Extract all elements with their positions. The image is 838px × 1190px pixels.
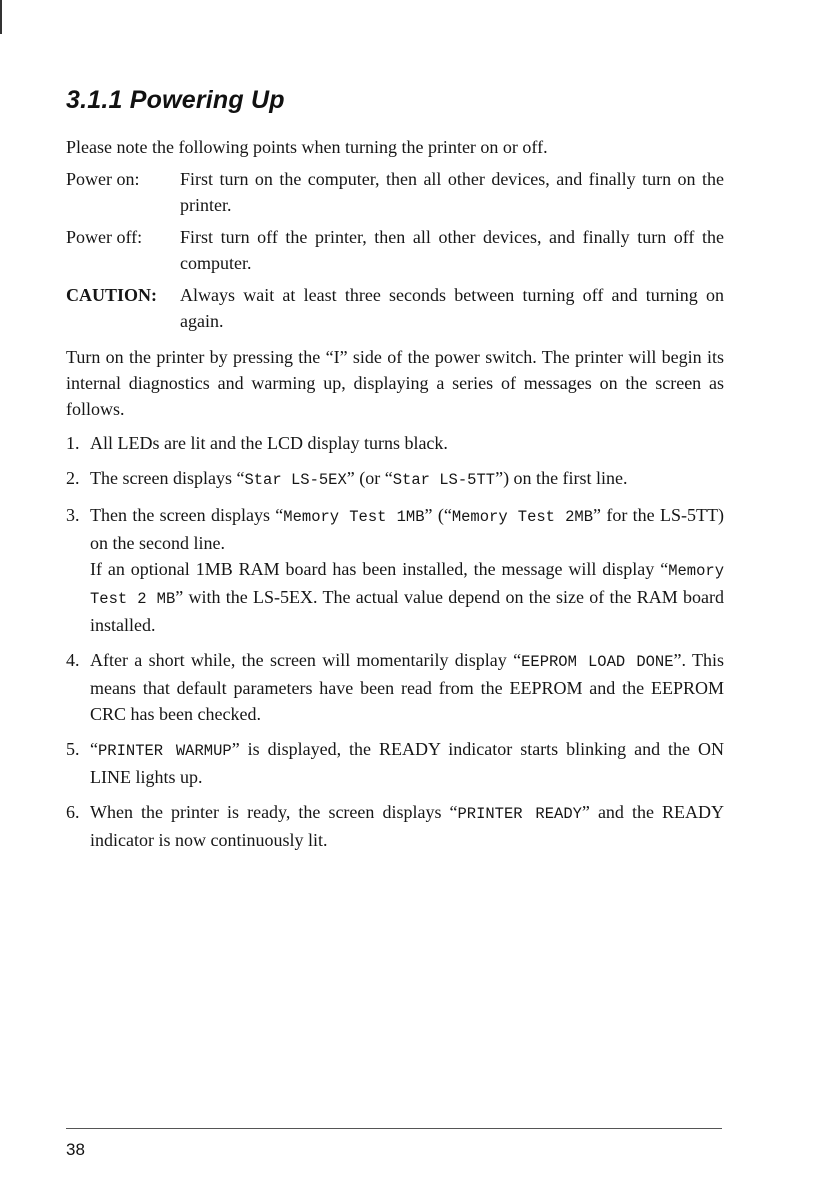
caution-label: CAUTION: <box>66 285 158 305</box>
lcd-message: PRINTER READY <box>457 805 582 823</box>
step-number: 6. <box>66 802 80 822</box>
step-text: After a short while, the screen will momentarily display “EEPROM LOAD DONE”. This means that default parameters have been read from the EEPROM and the EEPROM CRC has been checked. <box>90 650 724 724</box>
startup-steps-list <box>66 430 724 853</box>
footer-rule <box>66 1128 722 1129</box>
list-item <box>66 647 724 727</box>
list-item <box>66 502 724 638</box>
definition-power-off <box>66 224 724 276</box>
definition-term: Power on: <box>66 169 140 189</box>
definition-power-on <box>66 166 724 218</box>
lcd-message: Memory Test 2MB <box>451 508 594 526</box>
lcd-message: Star LS-5TT <box>392 471 496 489</box>
scan-edge-mark <box>0 0 2 34</box>
section-heading <box>66 86 285 115</box>
page-body <box>66 134 724 862</box>
lcd-message: PRINTER WARMUP <box>98 742 232 760</box>
step-text: When the printer is ready, the screen displays “PRINTER READY” and the READY indicator is now continuously lit. <box>90 802 724 850</box>
step-text: The screen displays “Star LS-5EX” (or “Star LS-5TT”) on the first line. <box>90 468 628 489</box>
list-item <box>66 736 724 790</box>
definition-description: First turn off the printer, then all other devices, and finally turn off the computer. <box>180 227 724 273</box>
section-number: 3.1.1 <box>66 86 123 114</box>
list-item <box>66 465 724 493</box>
step-number: 1. <box>66 433 80 453</box>
step-text: All LEDs are lit and the LCD display turns black. <box>90 433 448 453</box>
step-number: 5. <box>66 739 80 759</box>
step-number: 4. <box>66 650 80 670</box>
lcd-message: EEPROM LOAD DONE <box>521 653 674 671</box>
step-text: “PRINTER WARMUP” is displayed, the READY indicator starts blinking and the ON LINE lights up. <box>90 739 724 787</box>
caution-text: Always wait at least three seconds between turning off and turning on again. <box>180 285 724 331</box>
step-number: 2. <box>66 468 80 488</box>
lcd-message: Star LS-5EX <box>244 471 347 489</box>
lcd-message: Memory Test 1MB <box>283 508 425 526</box>
step-number: 3. <box>66 505 80 525</box>
intro-text: Please note the following points when turning the printer on or off. <box>66 137 548 157</box>
section-title: Powering Up <box>129 86 285 114</box>
list-item <box>66 430 724 456</box>
page-number: 38 <box>66 1140 85 1159</box>
step-text: Then the screen displays “Memory Test 1MB” (“Memory Test 2MB” for the LS-5TT) on the second line. If an optional 1MB RAM board has been installed, the message will display “Memory Test 2 MB” with the LS-5EX. The actual value depend on the size of the RAM board installed. <box>90 505 724 635</box>
definition-description: First turn on the computer, then all other devices, and finally turn on the printer. <box>180 169 724 215</box>
definition-caution <box>66 282 724 334</box>
list-item <box>66 799 724 853</box>
power-switch-paragraph: Turn on the printer by pressing the “I” side of the power switch. The printer will begin its internal diagnostics and warming up, displaying a series of messages on the screen as follows. <box>66 347 724 419</box>
lcd-message: Memory Test 2 MB <box>90 562 724 608</box>
definition-term: Power off: <box>66 227 143 247</box>
